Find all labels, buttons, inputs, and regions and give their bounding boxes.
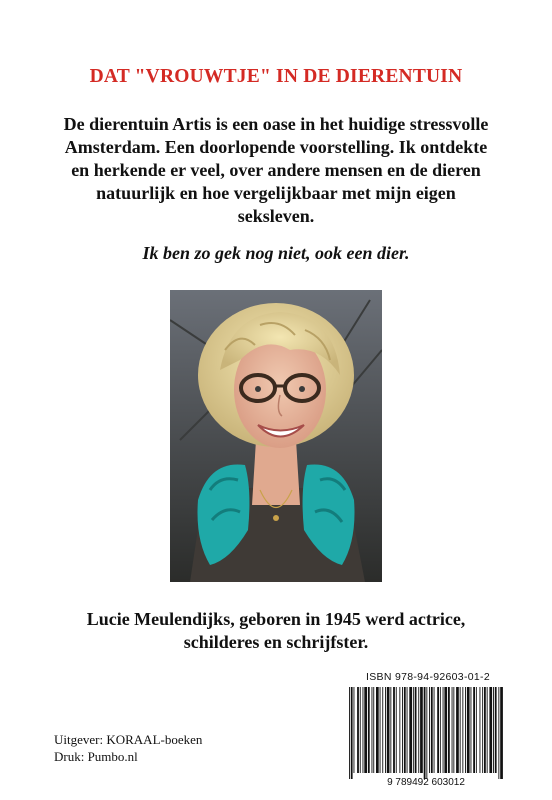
barcode-bar [407, 687, 408, 773]
blurb-line: en herkende er veel, over andere mensen en de dieren [71, 160, 481, 180]
barcode-bar [387, 687, 390, 773]
barcode-bar [363, 687, 364, 773]
printer-line: Druk: Pumbo.nl [54, 749, 138, 764]
barcode-bar [399, 687, 400, 773]
barcode-bar [357, 687, 359, 773]
barcode-bar [465, 687, 466, 773]
barcode-bar [402, 687, 403, 773]
bio-line: schilderes en schrijfster. [183, 632, 369, 652]
blurb-line: De dierentuin Artis is een oase in het huidige stressvolle [63, 114, 489, 134]
blurb-line: Amsterdam. Een doorlopende voorstelling. Ik ontdekte [64, 137, 488, 157]
barcode-bar [489, 687, 492, 773]
barcode-digits: 9 789492 603012 [387, 777, 465, 787]
barcode-bar [354, 687, 355, 773]
barcode-bar [351, 687, 353, 779]
book-blurb [40, 113, 512, 228]
barcode-bar [385, 687, 386, 773]
barcode-bar [364, 687, 367, 773]
tagline: Ik ben zo gek nog niet, ook een dier. [142, 243, 410, 263]
barcode-bar [429, 687, 430, 773]
barcode-bar [443, 687, 444, 773]
barcode-bar [434, 687, 435, 773]
blurb-line: natuurlijk en hoe vergelijkbaar met mijn eigen [96, 183, 456, 203]
barcode-bar [413, 687, 414, 773]
barcode-bar [456, 687, 459, 773]
barcode-bar [382, 687, 383, 773]
isbn-barcode [343, 687, 509, 787]
barcode-bar [418, 687, 419, 773]
barcode-bar [415, 687, 417, 773]
barcode-bar [396, 687, 397, 773]
barcode-bar [373, 687, 374, 773]
barcode-bar [390, 687, 391, 773]
barcode-bar [360, 687, 361, 773]
barcode-bar [380, 687, 381, 773]
barcode-bar [444, 687, 447, 773]
barcode-bar [404, 687, 406, 773]
barcode-bar [368, 687, 370, 773]
barcode-bar [437, 687, 439, 773]
barcode-bar [482, 687, 483, 773]
author-photo [170, 290, 382, 582]
barcode-bar [453, 687, 454, 773]
book-title: DAT "VROUWTJE" IN DE DIERENTUIN [89, 66, 463, 87]
publisher-info [54, 731, 202, 765]
barcode-bar [431, 687, 433, 773]
isbn-label: ISBN 978-94-92603-01-2 [366, 671, 490, 683]
barcode-bar [452, 687, 453, 773]
barcode-bar [460, 687, 461, 773]
author-bio [40, 608, 512, 654]
barcode-bar [426, 687, 427, 779]
barcode-bar [495, 687, 497, 773]
barcode-bar [473, 687, 475, 773]
barcode-bar [448, 687, 450, 773]
barcode-bar [349, 687, 350, 779]
barcode-bar [471, 687, 472, 773]
blurb-line: seksleven. [237, 206, 315, 226]
barcode-bar [409, 687, 412, 773]
barcode-bar [393, 687, 395, 773]
barcode-bar [480, 687, 481, 773]
publisher-line: Uitgever: KORAAL-boeken [54, 732, 203, 747]
barcode-bar [484, 687, 486, 773]
barcode-bar [372, 687, 373, 773]
barcode-bar [487, 687, 488, 773]
barcode-bar [420, 687, 423, 773]
barcode-bar [440, 687, 441, 773]
barcode-bar [376, 687, 379, 773]
barcode-bar [424, 687, 426, 779]
bio-line: Lucie Meulendijks, geboren in 1945 werd actrice, [86, 609, 466, 629]
barcode-bar [462, 687, 463, 773]
barcode-bar [476, 687, 477, 773]
barcode-bar [498, 687, 499, 779]
barcode-bar [467, 687, 470, 773]
barcode-bar [493, 687, 494, 773]
barcode-bar [500, 687, 503, 779]
